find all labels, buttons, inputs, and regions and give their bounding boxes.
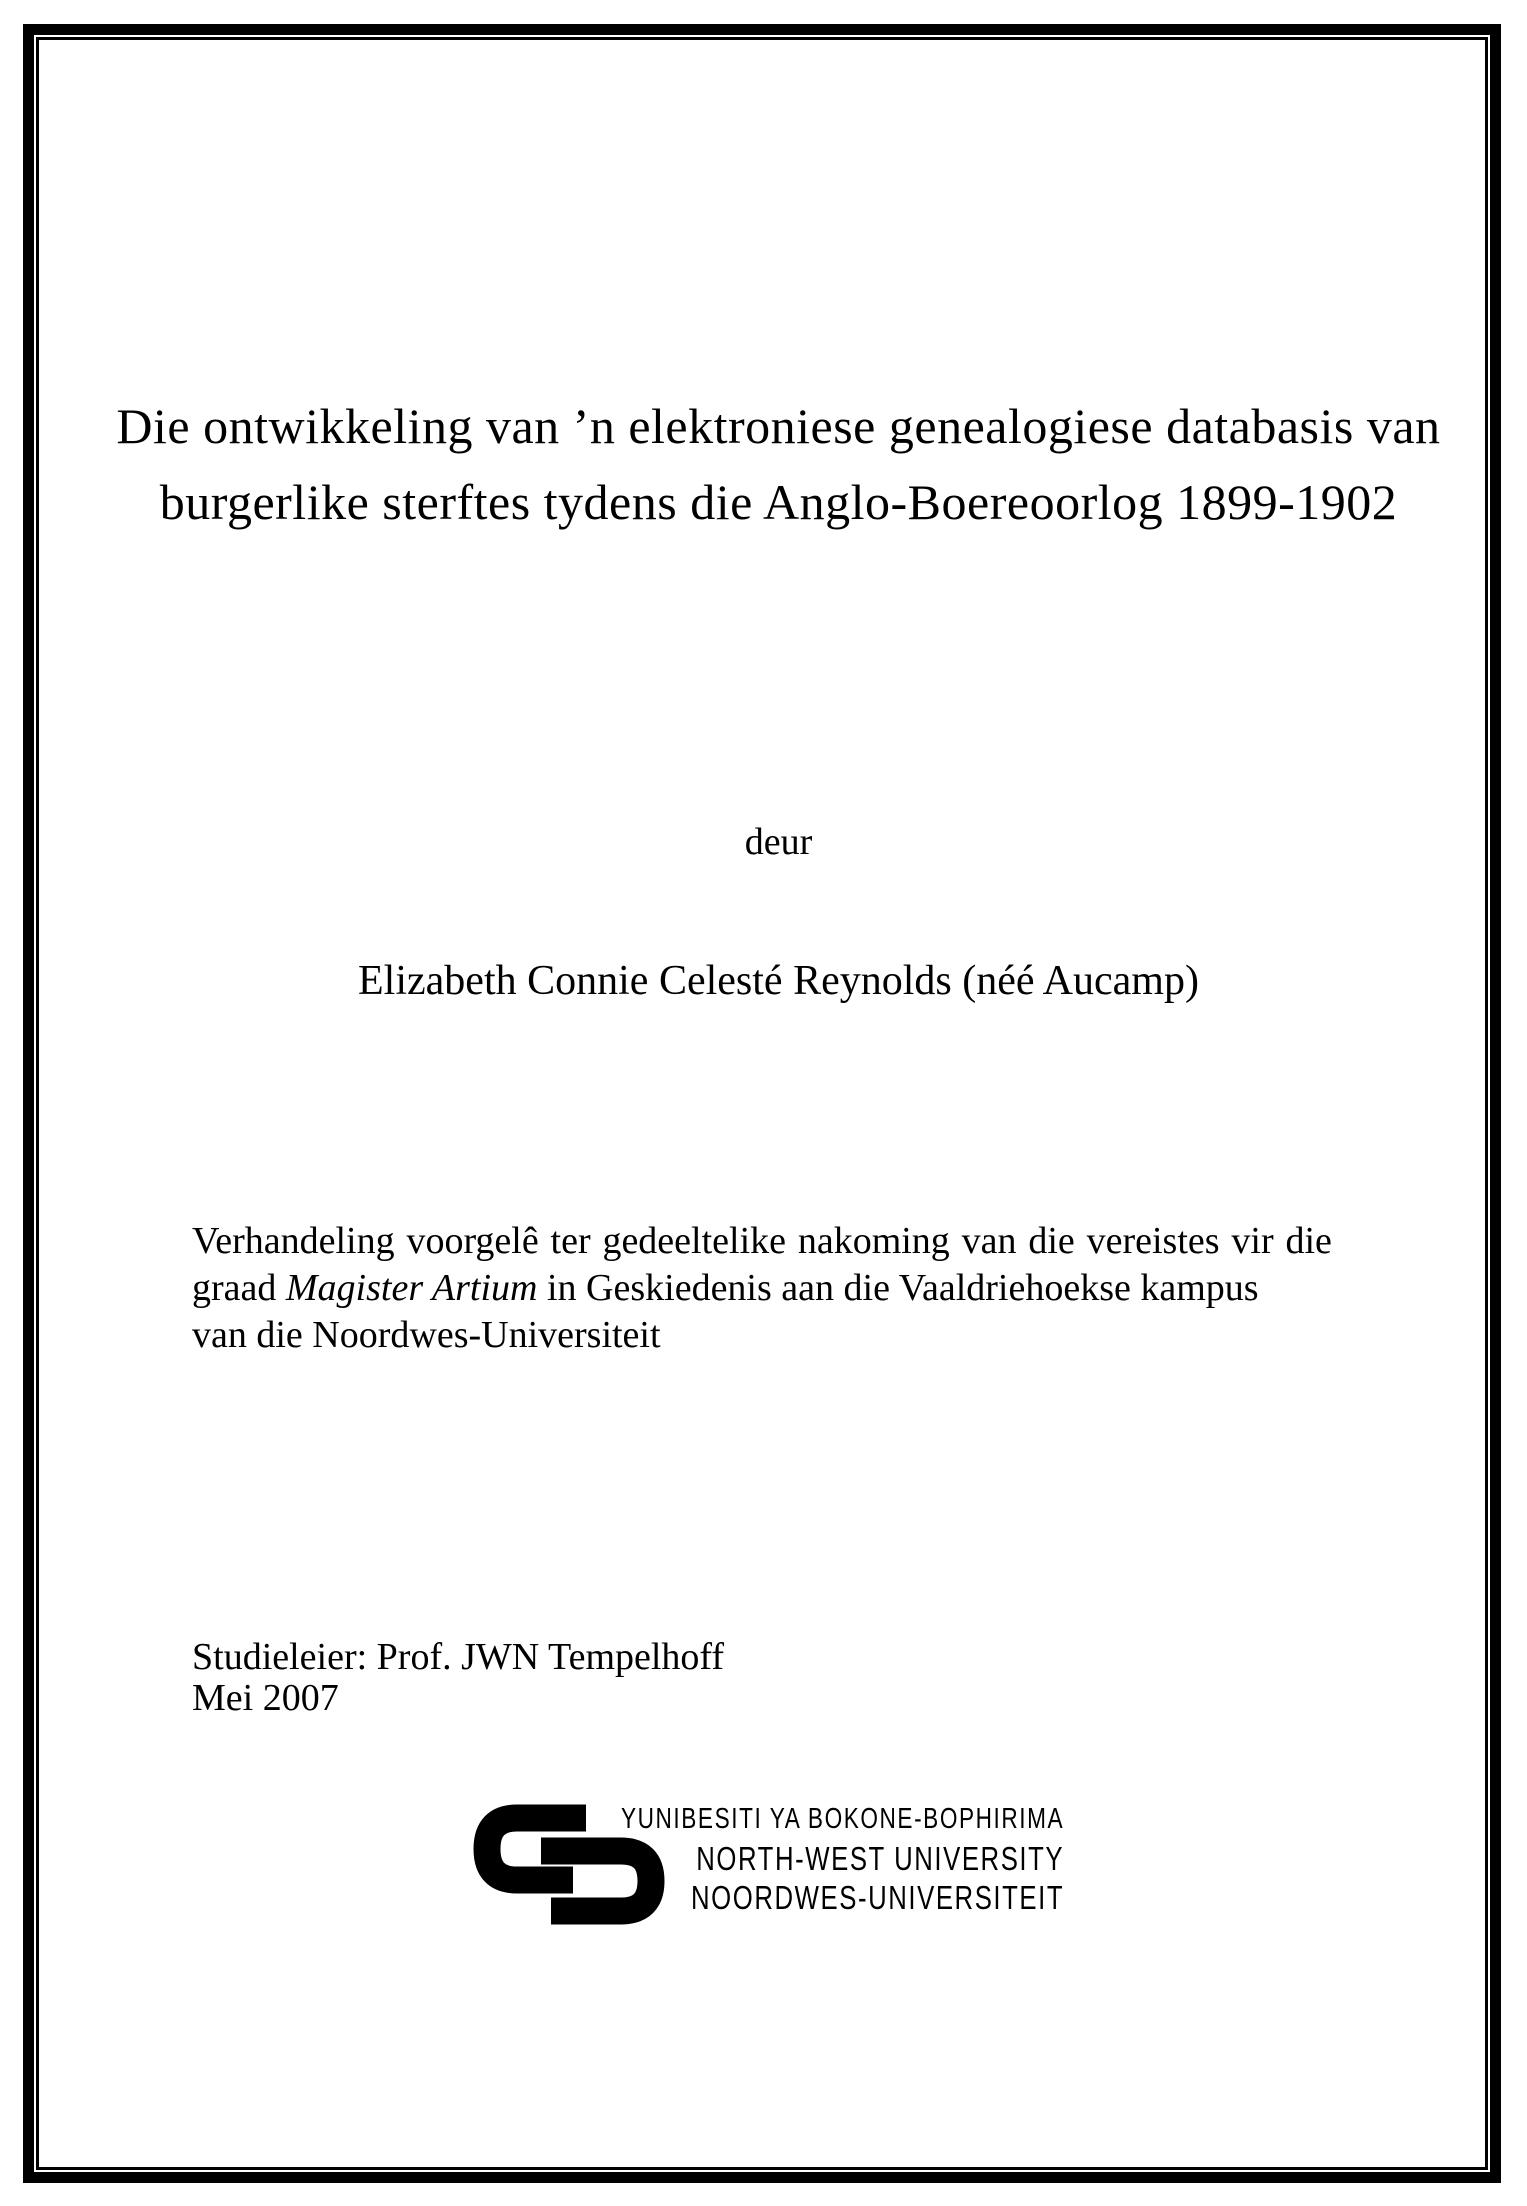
statement-word: ter	[550, 1220, 591, 1262]
statement-word: die	[1028, 1220, 1075, 1262]
supervisor-block	[192, 1637, 724, 1719]
thesis-title	[90, 388, 1467, 540]
statement-word: nakoming	[797, 1220, 950, 1262]
degree-statement-line1	[192, 1218, 1332, 1265]
logo-text-line2: NORTH-WEST UNIVERSITY	[696, 1840, 1064, 1877]
statement-word: vereistes	[1086, 1220, 1220, 1262]
statement-word: van	[961, 1220, 1017, 1262]
statement-word: die	[1285, 1220, 1332, 1262]
statement-word: gedeeltelike	[602, 1220, 786, 1262]
degree-statement-line2	[192, 1265, 1332, 1312]
nwu-logo-text	[496, 1800, 1064, 1917]
statement-degree-name: Magister Artium	[285, 1267, 538, 1309]
statement-word: Verhandeling	[192, 1220, 395, 1262]
statement-word: voorgelê	[406, 1220, 539, 1262]
thesis-title-line1: Die ontwikkeling van ’n elektroniese genealogiese databasis van	[116, 398, 1441, 454]
author-name: Elizabeth Connie Celesté Reynolds (néé Aucamp)	[358, 958, 1199, 1004]
logo-text-line3: NOORDWES-UNIVERSITEIT	[690, 1879, 1064, 1916]
degree-statement	[192, 1218, 1332, 1359]
logo-text-line1: YUNIBESITI YA BOKONE-BOPHIRIMA	[620, 1803, 1064, 1835]
statement-word: vir	[1231, 1220, 1274, 1262]
date-line: Mei 2007	[192, 1677, 339, 1719]
statement-line2-pre: graad	[192, 1267, 286, 1309]
byline: deur	[744, 821, 813, 863]
degree-statement-line3: van die Noordwes-Universiteit	[192, 1314, 661, 1356]
statement-line2-post: in Geskiedenis aan die Vaaldriehoekse kampus	[537, 1267, 1259, 1309]
supervisor-line: Studieleier: Prof. JWN Tempelhoff	[192, 1636, 725, 1678]
thesis-title-line2: burgerlike sterftes tydens die Anglo-Boereoorlog 1899-1902	[159, 474, 1398, 530]
